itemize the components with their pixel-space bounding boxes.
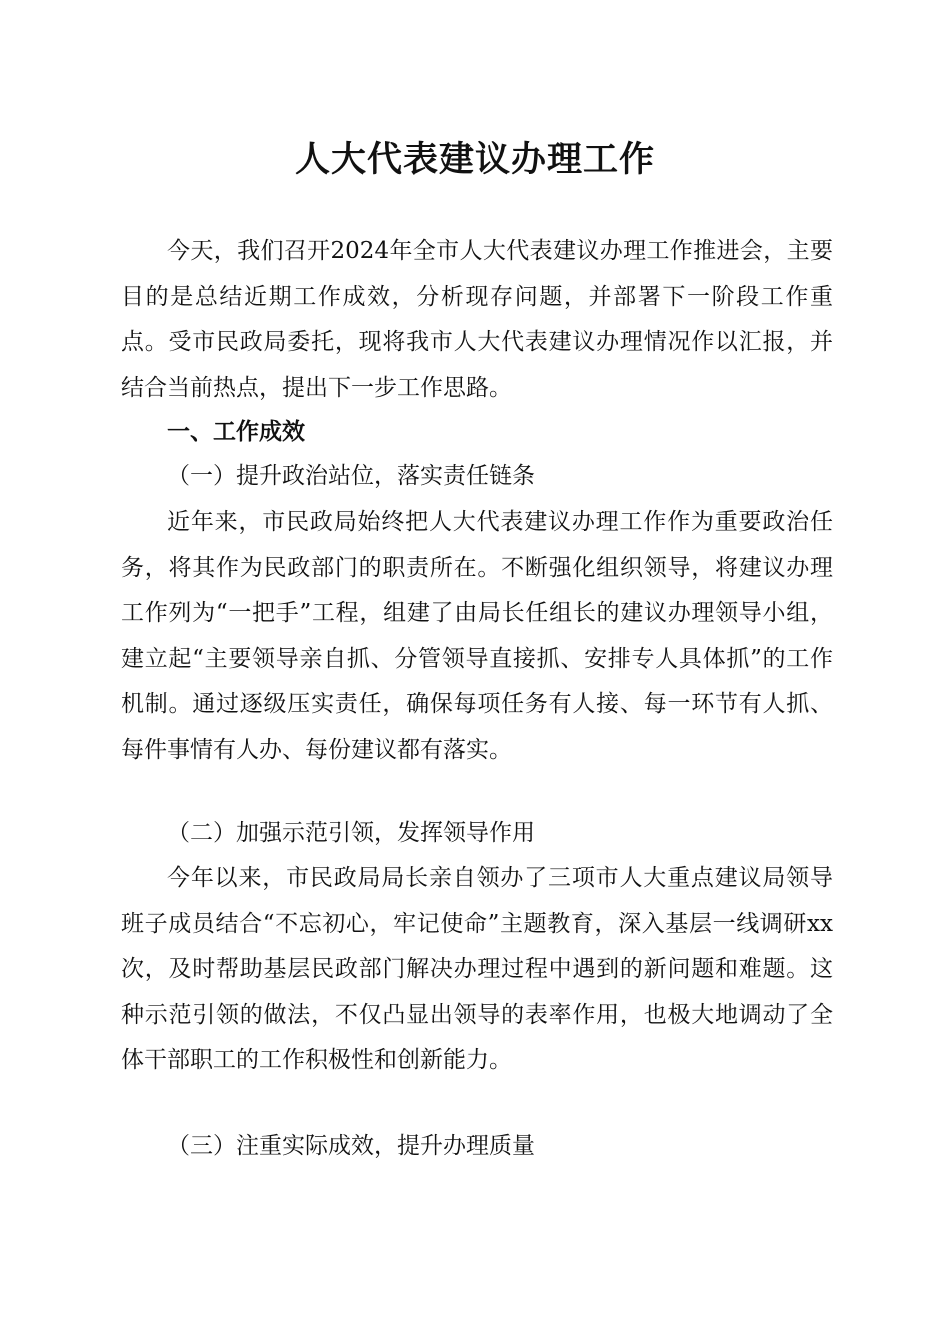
document-title: 人大代表建议办理工作: [294, 139, 655, 180]
subsection-heading-2: （二）加强示范引领，发挥领导作用: [167, 820, 535, 846]
subsection-1-paragraph: 近年来，市民政局始终把人大代表建议办理工作作为重要政治任务，将其作为民政部门的职责所在。不断强化组织领导，将建议办理工作列为“一把手”工程，组建了由局长任组长的建议办理领导小组，建立起“主要领导亲自抓、分管领导直接抓、安排专人具体抓”的工作机制。通过逐级压实责任，确保每项任务有人接、每一环节有人抓、每件事情有人办、每份建议都有落实。: [121, 509, 833, 763]
subsection-2-paragraph: 今年以来，市民政局局长亲自领办了三项市人大重点建议局领导班子成员结合“不忘初心，牢记使命”主题教育，深入基层一线调研xx次，及时帮助基层民政部门解决办理过程中遇到的新问题和难题。这种示范引领的做法，不仅凸显出领导的表率作用，也极大地调动了全体干部职工的工作积极性和创新能力。: [121, 865, 833, 1073]
intro-paragraph: 今天，我们召开2024年全市人大代表建议办理工作推进会，主要目的是总结近期工作成效，分析现存问题，并部署下一阶段工作重点。受市民政局委托，现将我市人大代表建议办理情况作以汇报，并结合当前热点，提出下一步工作思路。: [121, 238, 833, 401]
section-heading-achievements: 一、工作成效: [167, 419, 305, 445]
subsection-heading-1: （一）提升政治站位，落实责任链条: [167, 463, 535, 489]
subsection-heading-3: （三）注重实际成效，提升办理质量: [167, 1133, 535, 1159]
